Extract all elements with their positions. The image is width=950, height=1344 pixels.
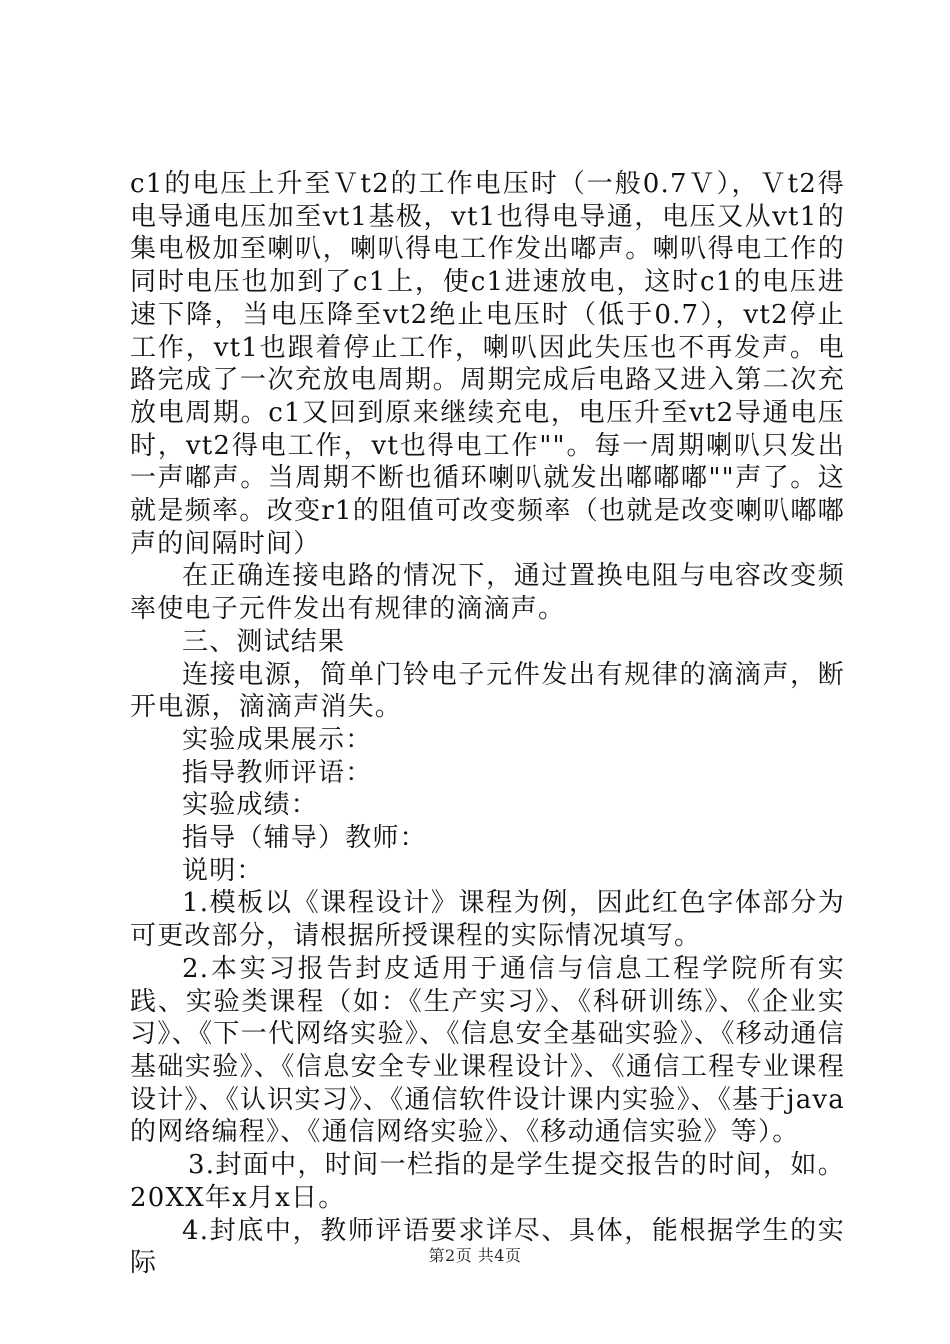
note-item-1: 1.模板以《课程设计》课程为例，因此红色字体部分为可更改部分，请根据所授课程的实际情况填写。 bbox=[130, 888, 845, 952]
page-footer: 第2页 共4页 bbox=[428, 1246, 522, 1265]
label-experiment-grade: 实验成绩： bbox=[182, 790, 319, 821]
paragraph-test-results: 连接电源，简单门铃电子元件发出有规律的滴滴声，断开电源，滴滴声消失。 bbox=[130, 659, 845, 723]
note-item-4: 4.封底中，教师评语要求详尽、具体，能根据学生的实际 bbox=[130, 1215, 845, 1279]
section-heading-test-results: 三、测试结果 bbox=[182, 626, 346, 657]
paragraph-frequency-change: 在正确连接电路的情况下，通过置换电阻与电容改变频率使电子元件发出有规律的滴滴声。 bbox=[130, 561, 845, 625]
label-experiment-showcase: 实验成果展示： bbox=[182, 724, 373, 755]
paragraph-circuit-explanation: c1的电压上升至Ｖt2的工作电压时（一般0.7Ｖ），Ｖt2得电导通电压加至vt1基极，vt1也得电导通，电压又从vt1的集电极加至喇叭，喇叭得电工作发出嘟声。喇叭得电工作的同时电压也加到了c1上，使c1进速放电，这时c1的电压进速下降，当电压降至vt2绝止电压时（低于0.7），vt2停止工作，vt1也跟着停止工作，喇叭因此失压也不再发声。电路完成了一次充放电周期。周期完成后电路又进入第二次充放电周期。c1又回到原来继续充电，电压升至vt2导通电压时，vt2得电工作，vt也得电工作""。每一周期喇叭只发出一声嘟声。当周期不断也循环喇叭就发出嘟嘟嘟""声了。这就是频率。改变r1的阻值可改变频率（也就是改变喇叭嘟嘟声的间隔时间） bbox=[130, 169, 845, 559]
note-item-3: 3.封面中，时间一栏指的是学生提交报告的时间，如。20XX年x月x日。 bbox=[130, 1150, 845, 1213]
label-instructor: 指导（辅导）教师： bbox=[182, 823, 427, 854]
document-body bbox=[130, 168, 845, 1280]
note-item-2: 2.本实习报告封皮适用于通信与信息工程学院所有实践、实验类课程（如：《生产实习》、《科研训练》、《企业实习》、《下一代网络实验》、《信息安全基础实验》、《移动通信基础实验》、《信息安全专业课程设计》、《通信工程专业课程设计》、《认识实习》、《通信软件设计课内实验》、《基于java的网络编程》、《通信网络实验》、《移动通信实验》等）。 bbox=[130, 953, 845, 1148]
label-teacher-comments: 指导教师评语： bbox=[182, 757, 373, 788]
label-notes: 说明： bbox=[182, 855, 264, 886]
